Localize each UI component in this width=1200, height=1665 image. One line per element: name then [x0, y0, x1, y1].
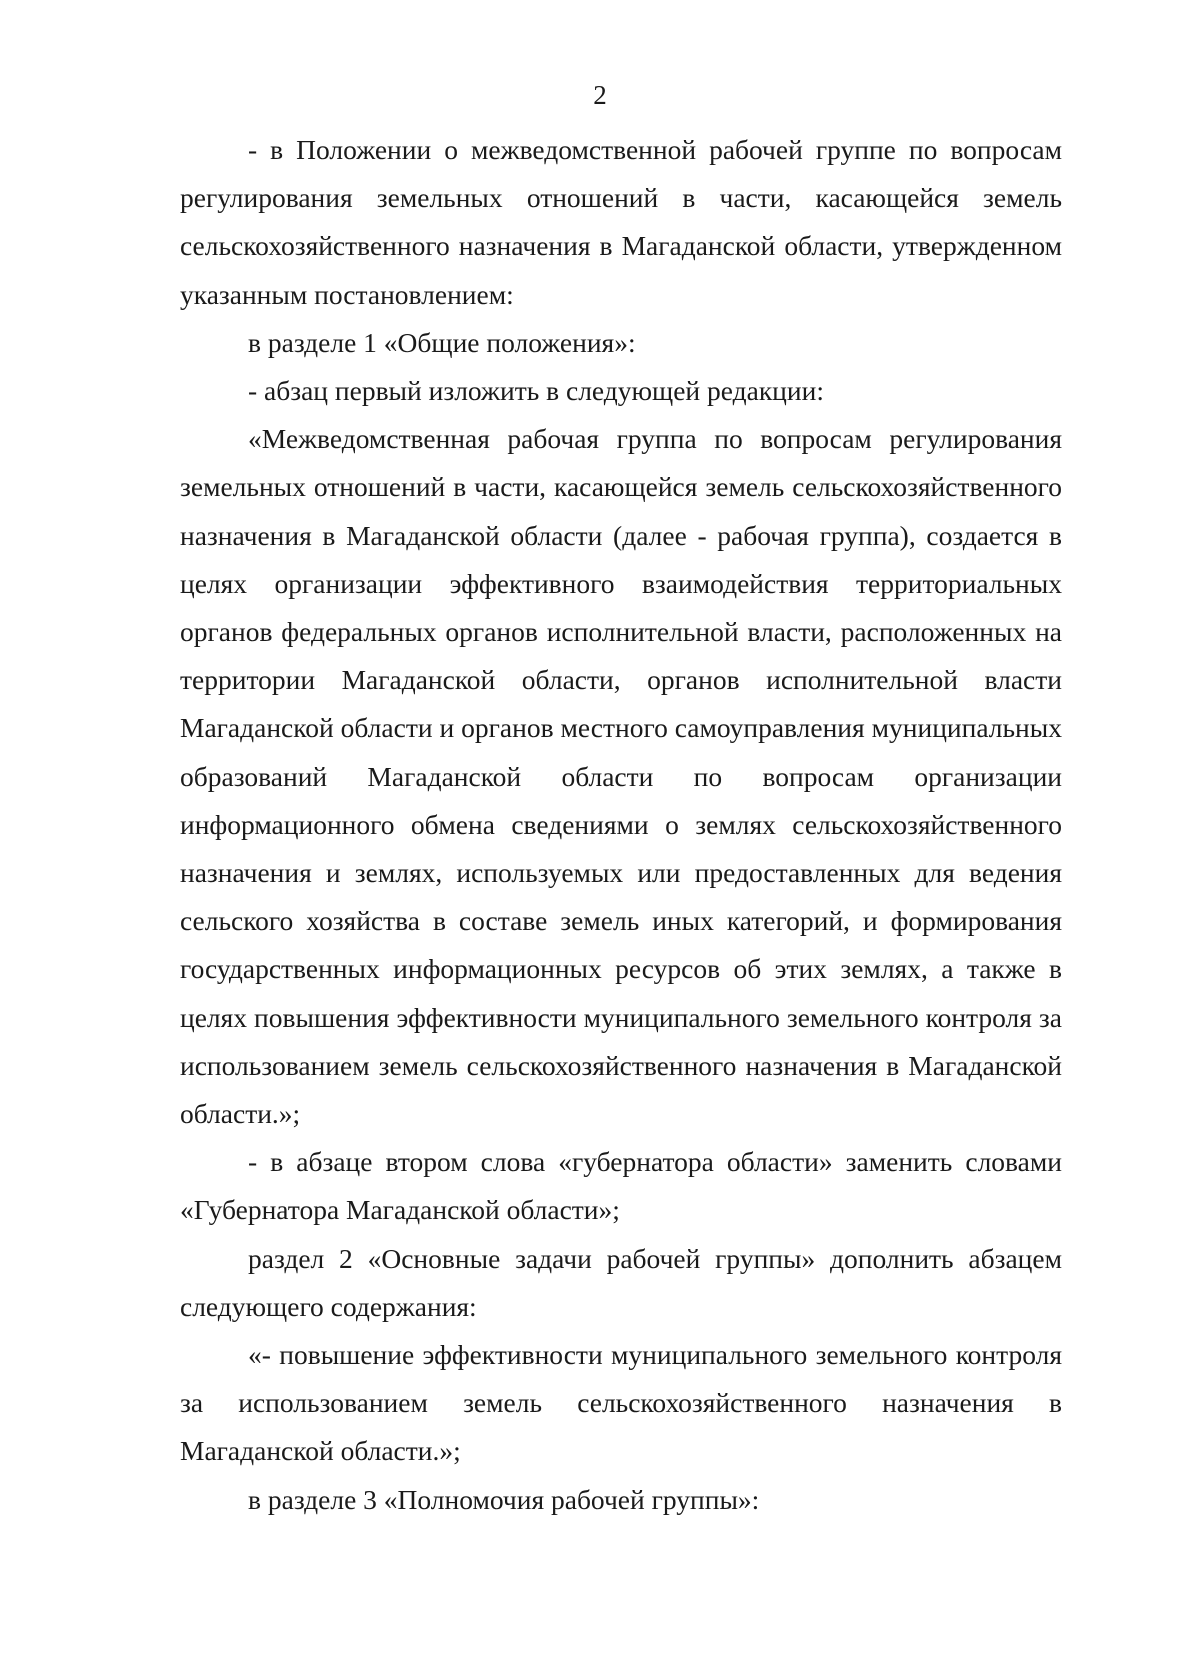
paragraph-section-2-addition: раздел 2 «Основные задачи рабочей группы» дополнить абзацем следующего содержания: [180, 1242, 1062, 1322]
paragraph-added-task: «- повышение эффективности муниципального земельного контроля за использованием земель сельскохозяйственного назначения в Магаданской области.»; [180, 1339, 1062, 1467]
document-body [180, 126, 1062, 1524]
paragraph-new-abzac-text: «Межведомственная рабочая группа по вопросам регулирования земельных отношений в части, касающейся земель сельскохозяйственного назначения в Магаданской области (далее - рабочая группа), создается в целях организации эффективного взаимодействия территориальных органов федеральных органов исполнительной власти, расположенных на территории Магаданской области, органов исполнительной власти Магаданской области и органов местного самоуправления муниципальных образований Магаданской области по вопросам организации информационного обмена сведениями о землях сельскохозяйственного назначения и землях, используемых или предоставленных для ведения сельского хозяйства в составе земель иных категорий, и формирования государственных информационных ресурсов об этих землях, а также в целях повышения эффективности муниципального земельного контроля за использованием земель сельскохозяйственного назначения в Магаданской области.»; [180, 423, 1062, 1130]
paragraph-amendment-intro: - в Положении о межведомственной рабочей группе по вопросам регулирования земельных отношений в части, касающейся земель сельскохозяйственного назначения в Магаданской области, утвержденном указанным постановлением: [180, 134, 1062, 310]
paragraph-section-3-heading: в разделе 3 «Полномочия рабочей группы»: [248, 1483, 760, 1515]
page-number: 2 [593, 80, 607, 110]
paragraph-first-abzac-instruction: - абзац первый изложить в следующей редакции: [248, 375, 824, 407]
paragraph-section-1-heading: в разделе 1 «Общие положения»: [248, 326, 636, 358]
paragraph-second-abzac-change: - в абзаце втором слова «губернатора области» заменить словами «Губернатора Магаданской области»; [180, 1146, 1062, 1226]
